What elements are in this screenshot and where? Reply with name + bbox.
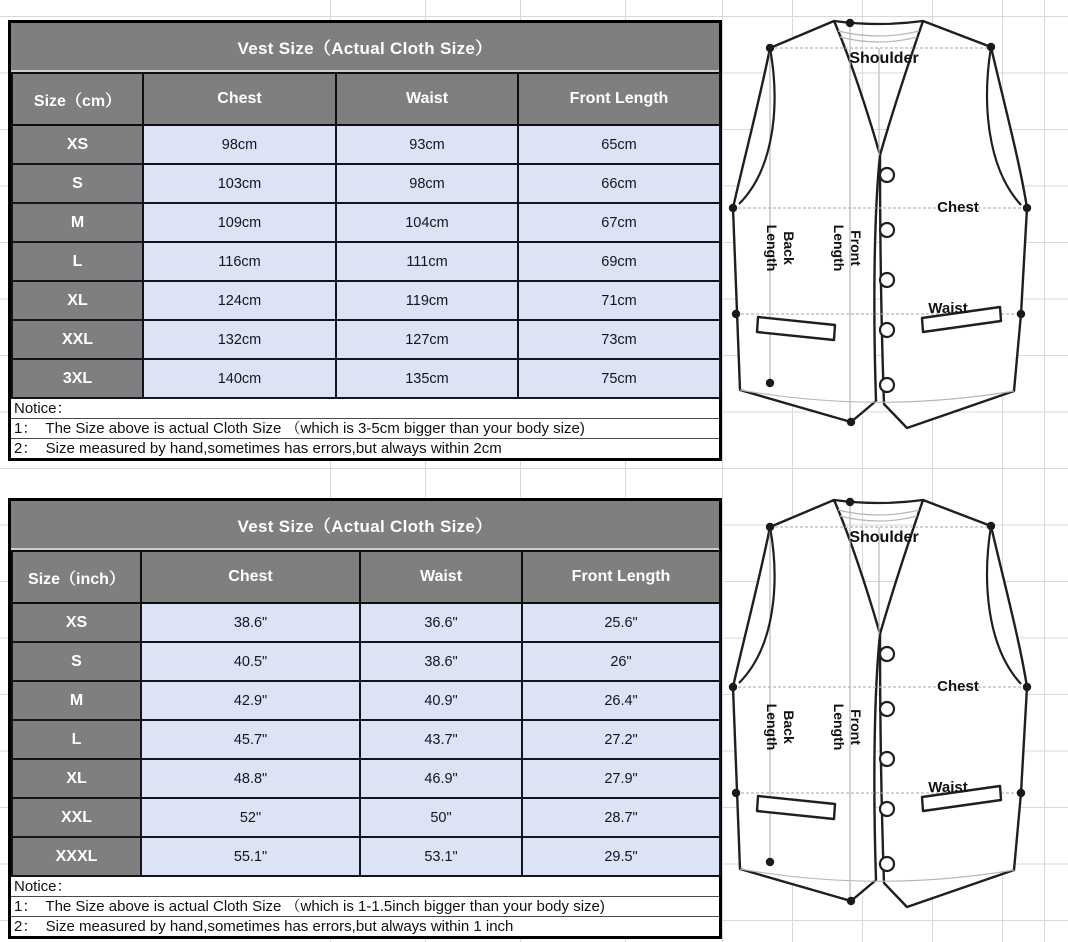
waist-value: 40.9" (360, 681, 522, 720)
waist-value: 38.6" (360, 642, 522, 681)
waist-value: 36.6" (360, 603, 522, 642)
front-length-value: 66cm (518, 164, 720, 203)
front-length-value: 26" (522, 642, 720, 681)
waist-value: 98cm (336, 164, 518, 203)
chest-value: 52" (141, 798, 360, 837)
row-label: L (12, 242, 143, 281)
row-label: 3XL (12, 359, 143, 398)
front-length-value: 27.9" (522, 759, 720, 798)
header-row (12, 73, 720, 125)
waist-value: 43.7" (360, 720, 522, 759)
column-header-waist: Waist (336, 73, 518, 125)
row-label: M (12, 203, 143, 242)
size-table-inch (11, 550, 721, 877)
notice-block (11, 399, 719, 458)
waist-label: Waist (928, 300, 968, 317)
table-row (12, 837, 720, 876)
table-row (12, 642, 720, 681)
back-length-label: Back (781, 231, 797, 265)
column-header-chest: Chest (143, 73, 336, 125)
vest-measurement-diagram-inch (727, 487, 1045, 925)
front-length-value: 67cm (518, 203, 720, 242)
column-header-chest: Chest (141, 551, 360, 603)
waist-value: 50" (360, 798, 522, 837)
vest-line-drawing (727, 8, 1045, 446)
notice-heading: Notice： (14, 878, 72, 895)
chest-value: 38.6" (141, 603, 360, 642)
chest-value: 109cm (143, 203, 336, 242)
chest-value: 124cm (143, 281, 336, 320)
vest-line-drawing (727, 487, 1045, 925)
shoulder-label: Shoulder (849, 529, 919, 546)
row-label: XL (12, 281, 143, 320)
front-length-label: Front (848, 230, 864, 266)
chest-label: Chest (937, 678, 979, 695)
table-title: Vest Size（Actual Cloth Size） (11, 501, 719, 550)
waist-value: 119cm (336, 281, 518, 320)
row-label: XL (12, 759, 141, 798)
table-row (12, 242, 720, 281)
waist-value: 111cm (336, 242, 518, 281)
row-label: S (12, 642, 141, 681)
table-row (12, 759, 720, 798)
notice-item: 1： The Size above is actual Cloth Size （which is 3-5cm bigger than your body size) (11, 418, 719, 438)
row-label: XXL (12, 320, 143, 359)
front-length-value: 75cm (518, 359, 720, 398)
front-length-value: 26.4" (522, 681, 720, 720)
row-label: XS (12, 603, 141, 642)
chest-value: 116cm (143, 242, 336, 281)
header-row (12, 551, 720, 603)
front-length-value: 65cm (518, 125, 720, 164)
row-label: XS (12, 125, 143, 164)
waist-value: 104cm (336, 203, 518, 242)
size-table-cm (11, 72, 721, 399)
column-header-size: Size（inch） (12, 551, 141, 603)
front-length-label: Length (831, 703, 847, 751)
back-length-label: Length (764, 224, 780, 272)
front-length-label: Length (831, 224, 847, 272)
table-row (12, 125, 720, 164)
front-length-value: 69cm (518, 242, 720, 281)
waist-value: 127cm (336, 320, 518, 359)
row-label: XXL (12, 798, 141, 837)
front-length-value: 28.7" (522, 798, 720, 837)
column-header-size: Size（cm） (12, 73, 143, 125)
table-row (12, 681, 720, 720)
notice-heading: Notice： (14, 400, 72, 417)
table-row (12, 798, 720, 837)
waist-label: Waist (928, 779, 968, 796)
chest-value: 40.5" (141, 642, 360, 681)
notice-item: 2： Size measured by hand,sometimes has errors,but always within 2cm (11, 438, 719, 458)
back-length-label: Length (764, 703, 780, 751)
notice-block (11, 877, 719, 936)
shoulder-label: Shoulder (849, 50, 919, 67)
column-header-waist: Waist (360, 551, 522, 603)
chest-value: 132cm (143, 320, 336, 359)
row-label: XXXL (12, 837, 141, 876)
chest-label: Chest (937, 199, 979, 216)
chest-value: 55.1" (141, 837, 360, 876)
size-chart-inch (8, 498, 722, 939)
front-length-label: Front (848, 709, 864, 745)
front-length-value: 73cm (518, 320, 720, 359)
column-header-front-length: Front Length (518, 73, 720, 125)
chest-value: 48.8" (141, 759, 360, 798)
table-row (12, 359, 720, 398)
notice-item: 1： The Size above is actual Cloth Size （which is 1-1.5inch bigger than your body size) (11, 896, 719, 916)
table-row (12, 603, 720, 642)
table-row (12, 164, 720, 203)
waist-value: 135cm (336, 359, 518, 398)
column-header-front-length: Front Length (522, 551, 720, 603)
front-length-value: 29.5" (522, 837, 720, 876)
table-row (12, 281, 720, 320)
waist-value: 93cm (336, 125, 518, 164)
notice-item: 2： Size measured by hand,sometimes has errors,but always within 1 inch (11, 916, 719, 936)
chest-value: 42.9" (141, 681, 360, 720)
table-row (12, 320, 720, 359)
front-length-value: 25.6" (522, 603, 720, 642)
chest-value: 103cm (143, 164, 336, 203)
chest-value: 98cm (143, 125, 336, 164)
chest-value: 140cm (143, 359, 336, 398)
row-label: S (12, 164, 143, 203)
waist-value: 53.1" (360, 837, 522, 876)
table-row (12, 203, 720, 242)
row-label: M (12, 681, 141, 720)
table-title: Vest Size（Actual Cloth Size） (11, 23, 719, 72)
waist-value: 46.9" (360, 759, 522, 798)
front-length-value: 71cm (518, 281, 720, 320)
chest-value: 45.7" (141, 720, 360, 759)
table-row (12, 720, 720, 759)
front-length-value: 27.2" (522, 720, 720, 759)
row-label: L (12, 720, 141, 759)
back-length-label: Back (781, 710, 797, 744)
size-chart-cm (8, 20, 722, 461)
vest-measurement-diagram-cm (727, 8, 1045, 446)
